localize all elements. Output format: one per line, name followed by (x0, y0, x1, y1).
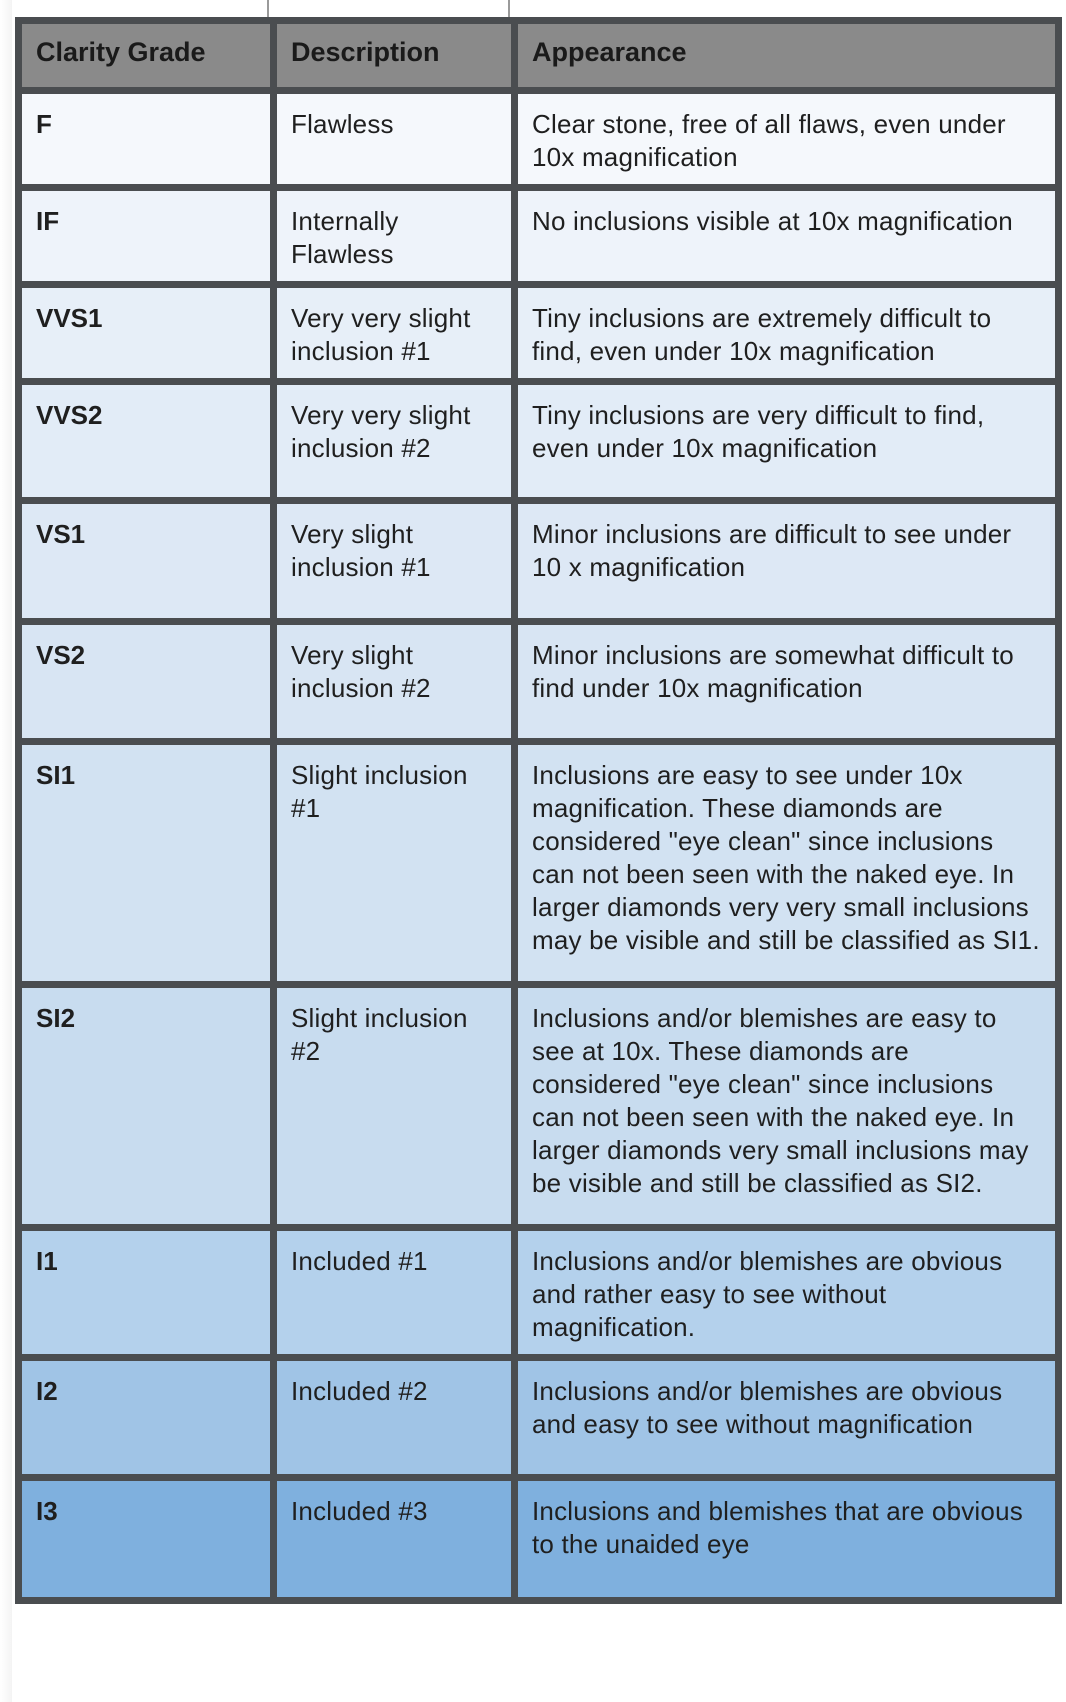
appearance-cell: Inclusions and/or blemishes are obvious and rather easy to see without magnification. (515, 1228, 1059, 1358)
header-clarity-grade: Clarity Grade (19, 21, 274, 91)
grade-cell: VS2 (19, 622, 274, 742)
table-row (19, 985, 1059, 1228)
clarity-grade-table (15, 17, 1062, 1604)
grade-cell: VVS1 (19, 285, 274, 382)
appearance-cell: Inclusions and/or blemishes are easy to see at 10x. These diamonds are considered "eye clean" since inclusions can not been seen with the naked eye. In larger diamonds very small inclusions may be visible and still be classified as SI2. (515, 985, 1059, 1228)
appearance-cell: Tiny inclusions are extremely difficult to find, even under 10x magnification (515, 285, 1059, 382)
description-cell: Very very slight inclusion #1 (274, 285, 515, 382)
description-cell: Slight inclusion #1 (274, 742, 515, 985)
grade-cell: IF (19, 188, 274, 285)
page-edge-shadow (0, 0, 12, 1702)
column-divider-top (508, 0, 510, 18)
description-cell: Slight inclusion #2 (274, 985, 515, 1228)
table-row (19, 1478, 1059, 1601)
grade-cell: I2 (19, 1358, 274, 1478)
table-row (19, 622, 1059, 742)
table-row (19, 91, 1059, 188)
description-cell: Internally Flawless (274, 188, 515, 285)
grade-cell: VS1 (19, 501, 274, 622)
description-cell: Very slight inclusion #2 (274, 622, 515, 742)
description-cell: Included #3 (274, 1478, 515, 1601)
description-cell: Very very slight inclusion #2 (274, 382, 515, 501)
table-row (19, 742, 1059, 985)
appearance-cell: Minor inclusions are somewhat difficult to find under 10x magnification (515, 622, 1059, 742)
grade-cell: I3 (19, 1478, 274, 1601)
appearance-cell: Tiny inclusions are very difficult to find, even under 10x magnification (515, 382, 1059, 501)
table-row (19, 1358, 1059, 1478)
header-appearance: Appearance (515, 21, 1059, 91)
grade-cell: SI2 (19, 985, 274, 1228)
grade-cell: VVS2 (19, 382, 274, 501)
header-row (19, 21, 1059, 91)
description-cell: Very slight inclusion #1 (274, 501, 515, 622)
table-row (19, 285, 1059, 382)
table-row (19, 188, 1059, 285)
appearance-cell: Inclusions and/or blemishes are obvious and easy to see without magnification (515, 1358, 1059, 1478)
appearance-cell: Inclusions are easy to see under 10x magnification. These diamonds are considered "eye clean" since inclusions can not been seen with the naked eye. In larger diamonds very very small inclusions may be visible and still be classified as SI1. (515, 742, 1059, 985)
grade-cell: I1 (19, 1228, 274, 1358)
table-row (19, 501, 1059, 622)
grade-cell: F (19, 91, 274, 188)
appearance-cell: Clear stone, free of all flaws, even under 10x magnification (515, 91, 1059, 188)
header-description: Description (274, 21, 515, 91)
grade-cell: SI1 (19, 742, 274, 985)
description-cell: Included #1 (274, 1228, 515, 1358)
appearance-cell: Inclusions and blemishes that are obvious to the unaided eye (515, 1478, 1059, 1601)
table-row (19, 1228, 1059, 1358)
description-cell: Included #2 (274, 1358, 515, 1478)
column-divider-top (267, 0, 269, 18)
table-row (19, 382, 1059, 501)
description-cell: Flawless (274, 91, 515, 188)
appearance-cell: Minor inclusions are difficult to see under 10 x magnification (515, 501, 1059, 622)
appearance-cell: No inclusions visible at 10x magnification (515, 188, 1059, 285)
